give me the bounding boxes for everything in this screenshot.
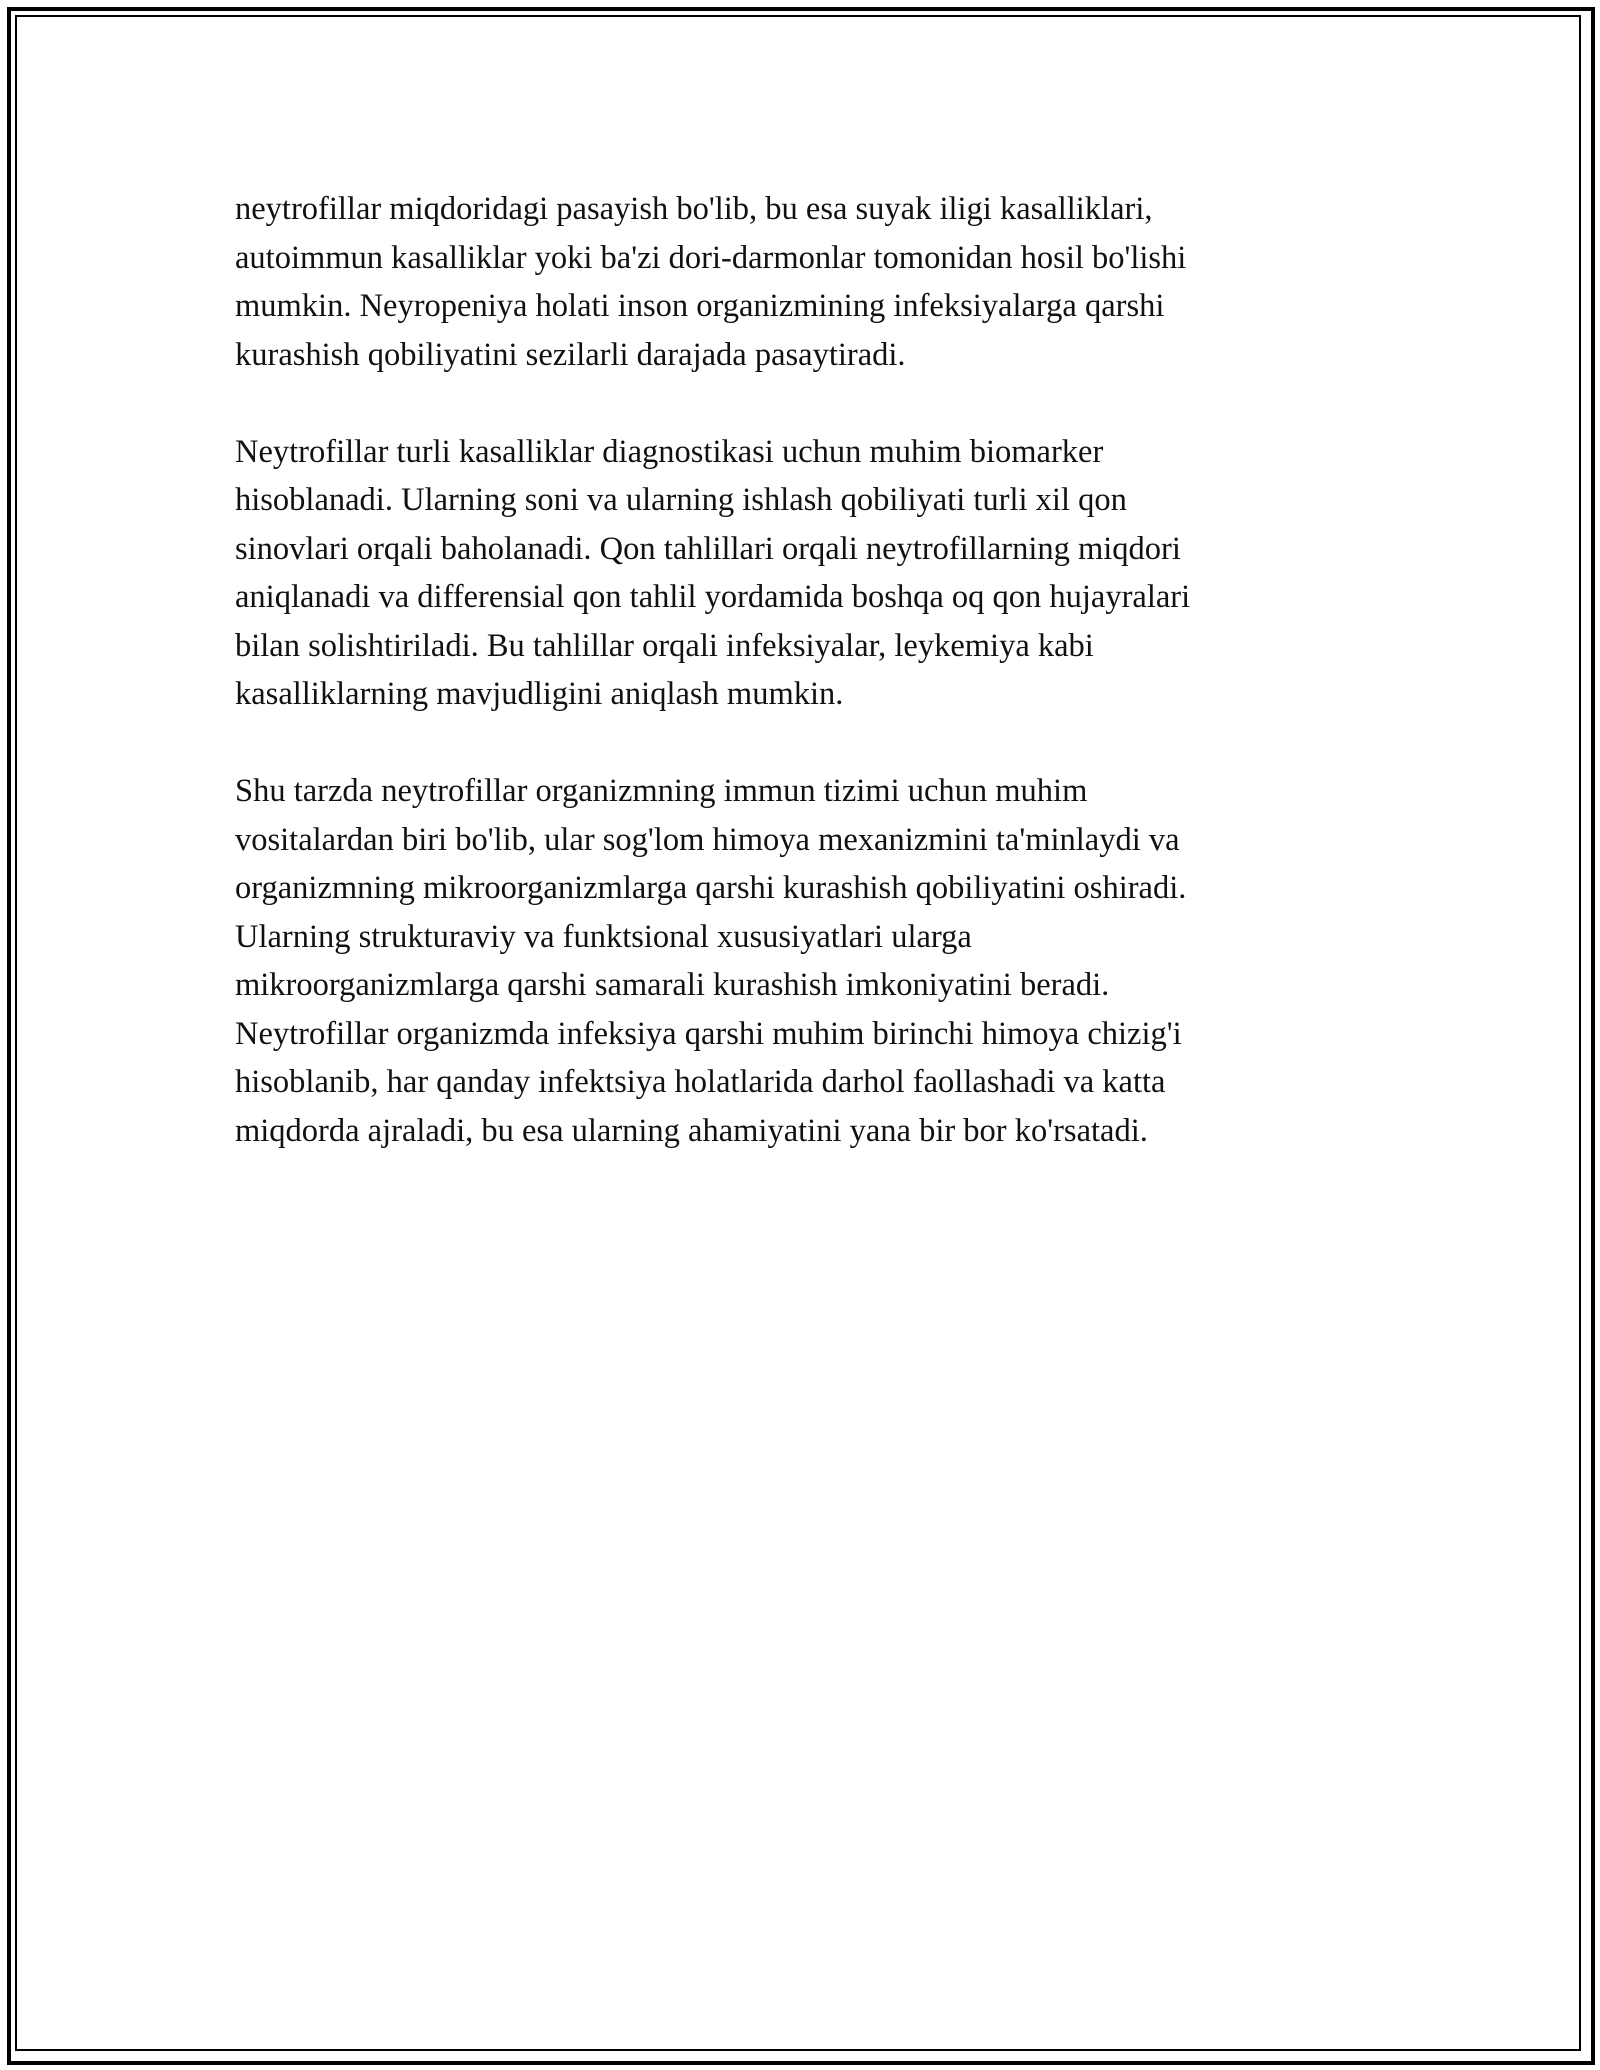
text-line: Neytrofillar organizmda infeksiya qarshi muhim birinchi himoya chizig'i	[235, 1015, 1182, 1052]
text-line: Ularning strukturaviy va funktsional xususiyatlari ularga	[235, 918, 972, 955]
text-line: bilan solishtiriladi. Bu tahlillar orqali infeksiyalar, leykemiya kabi	[235, 627, 1094, 664]
paragraph-2	[235, 428, 1365, 719]
text-line: hisoblanib, har qanday infektsiya holatlarida darhol faollashadi va katta	[235, 1064, 1166, 1100]
document-body	[235, 185, 1365, 1204]
paragraph-1	[235, 185, 1365, 379]
text-line: kurashish qobiliyatini sezilarli darajada pasaytiradi.	[235, 336, 906, 373]
text-line: kasalliklarning mavjudligini aniqlash mumkin.	[235, 676, 844, 712]
text-line: organizmning mikroorganizmlarga qarshi kurashish qobiliyatini oshiradi.	[235, 870, 1187, 906]
text-line: mumkin. Neyropeniya holati inson organizmining infeksiyalarga qarshi	[235, 288, 1165, 324]
text-line: mikroorganizmlarga qarshi samarali kurashish imkoniyatini beradi.	[235, 967, 1110, 1003]
text-line: autoimmun kasalliklar yoki ba'zi dori-darmonlar tomonidan hosil bo'lishi	[235, 239, 1187, 276]
text-line: aniqlanadi va differensial qon tahlil yordamida boshqa oq qon hujayralari	[235, 579, 1191, 615]
text-line: hisoblanadi. Ularning soni va ularning ishlash qobiliyati turli xil qon	[235, 482, 1127, 518]
text-line: Neytrofillar turli kasalliklar diagnostikasi uchun muhim biomarker	[235, 433, 1104, 470]
text-line: neytrofillar miqdoridagi pasayish bo'lib, bu esa suyak iligi kasalliklari,	[235, 191, 1153, 227]
text-line: vositalardan biri bo'lib, ular sog'lom himoya mexanizmini ta'minlaydi va	[235, 821, 1180, 858]
paragraph-3	[235, 767, 1365, 1155]
text-line: Shu tarzda neytrofillar organizmning immun tizimi uchun muhim	[235, 773, 1088, 809]
text-line: sinovlari orqali baholanadi. Qon tahlillari orqali neytrofillarning miqdori	[235, 530, 1181, 567]
text-line: miqdorda ajraladi, bu esa ularning ahamiyatini yana bir bor ko'rsatadi.	[235, 1112, 1148, 1149]
